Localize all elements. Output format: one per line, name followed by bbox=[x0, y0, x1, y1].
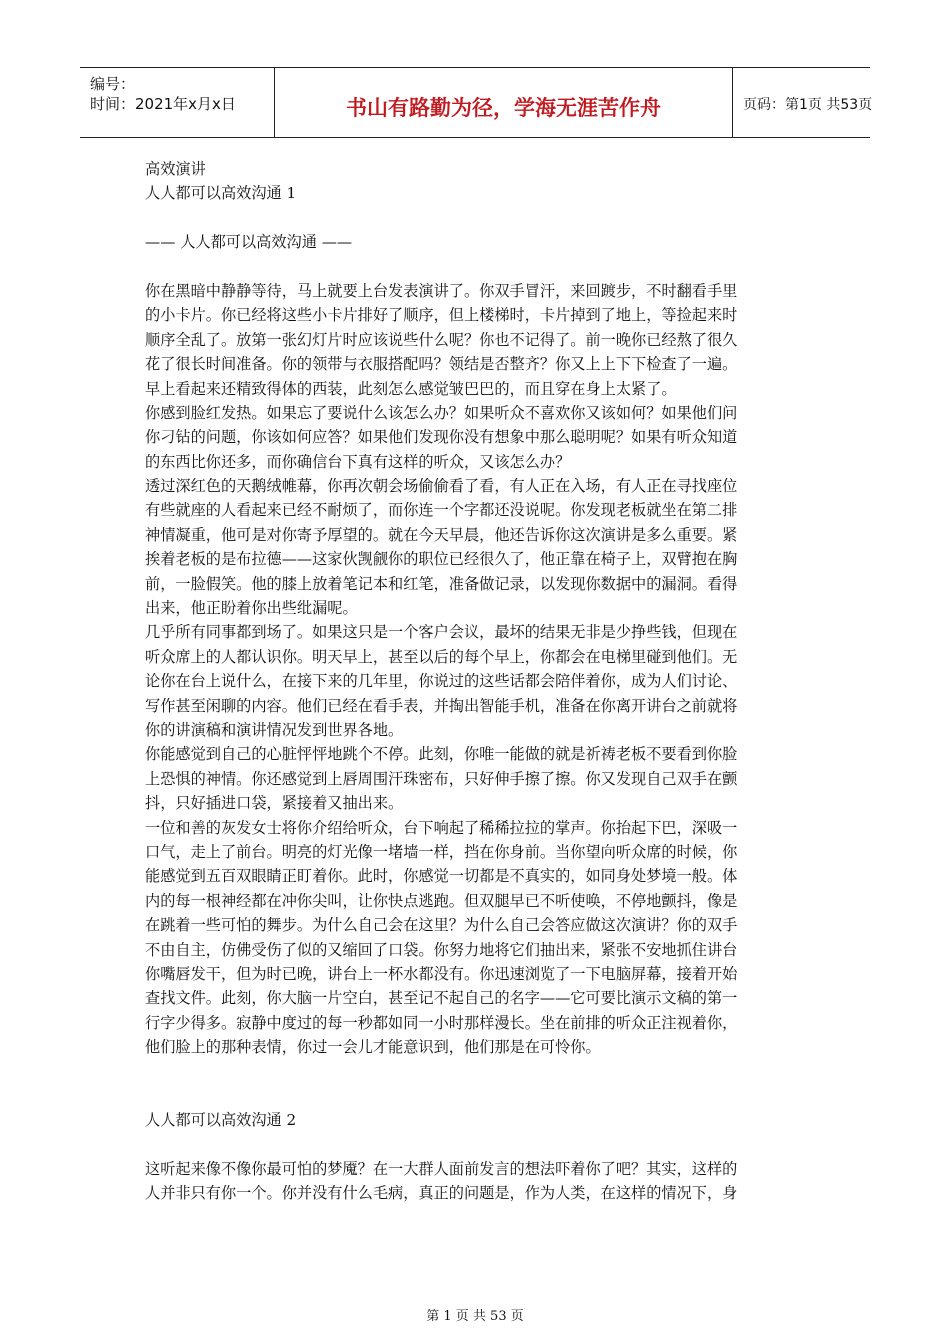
text-line: 透过深红色的天鹅绒帷幕，你再次朝会场偷偷看了看，有人正在入场，有人正在寻找座位 bbox=[145, 477, 738, 496]
text-line: 的东西比你还多，而你确信台下真有这样的听众，又该怎么办？ bbox=[145, 452, 571, 471]
paragraph bbox=[145, 279, 807, 401]
text-line: 前，一脸假笑。他的膝上放着笔记本和红笔，准备做记录，以发现你数据中的漏洞。看得 bbox=[145, 574, 738, 593]
section-subtitle: —— 人人都可以高效沟通 —— bbox=[145, 233, 353, 252]
text-line: 能感觉到五百双眼睛正盯着你。此时，你感觉一切都是不真实的，如同身处梦境一般。体 bbox=[145, 867, 738, 886]
paragraph bbox=[145, 816, 807, 1060]
paragraph bbox=[145, 474, 807, 620]
text-line: 出来，他正盼着你出些纰漏呢。 bbox=[145, 599, 358, 618]
text-line: 顺序全乱了。放第一张幻灯片时应该说些什么呢？你也不记得了。前一晚你已经熬了很久 bbox=[145, 330, 738, 349]
document-number-label: 编号： bbox=[90, 75, 136, 93]
document-title: 高效演讲 bbox=[145, 160, 206, 178]
text-line: 口气，走上了前台。明亮的灯光像一堵墙一样，挡在你身前。当你望向听众席的时候，你 bbox=[145, 842, 738, 861]
header-motto-cell bbox=[275, 68, 733, 137]
text-line: 你感到脸红发热。如果忘了要说什么该怎么办？如果听众不喜欢你又该如何？如果他们问 bbox=[145, 403, 738, 422]
text-line: 查找文件。此刻，你大脑一片空白，甚至记不起自己的名字——它可要比演示文稿的第一 bbox=[145, 989, 738, 1008]
text-line: 他们脸上的那种表情，你过一会儿才能意识到，他们那是在可怜你。 bbox=[145, 1038, 601, 1057]
document-body bbox=[145, 157, 807, 1206]
paragraph bbox=[145, 620, 807, 742]
header-motto: 书山有路勤为径，学海无涯苦作舟 bbox=[346, 96, 661, 120]
text-line: 挨着老板的是布拉德——这家伙觊觎你的职位已经很久了，他正靠在椅子上，双臂抱在胸 bbox=[145, 550, 738, 569]
text-line: 你的讲演稿和演讲情况发到世界各地。 bbox=[145, 720, 404, 739]
section-title: 人人都可以高效沟通 2 bbox=[145, 1111, 297, 1130]
text-line: 内的每一根神经都在冲你尖叫，让你快点逃跑。但双腿早已不听使唤，不停地颤抖，像是 bbox=[145, 891, 738, 910]
text-line: 一位和善的灰发女士将你介绍给听众，台下响起了稀稀拉拉的掌声。你抬起下巴，深吸一 bbox=[145, 818, 738, 837]
paragraph bbox=[145, 1157, 807, 1206]
text-line: 你在黑暗中静静等待，马上就要上台发表演讲了。你双手冒汗，来回踱步，不时翻看手里 bbox=[145, 281, 738, 300]
text-line: 神情凝重，他可是对你寄予厚望的。就在今天早晨，他还告诉你这次演讲是多么重要。紧 bbox=[145, 525, 738, 544]
document-date-label: 时间：2021年x月x日 bbox=[90, 95, 236, 113]
text-line: 听众席上的人都认识你。明天早上，甚至以后的每个早上，你都会在电梯里碰到他们。无 bbox=[145, 647, 738, 666]
text-line: 论你在台上说什么，在接下来的几年里，你说过的这些话都会陪伴着你，成为人们讨论、 bbox=[145, 672, 738, 691]
text-line: 你刁钻的问题，你该如何应答？如果他们发现你没有想象中那么聪明呢？如果有听众知道 bbox=[145, 428, 738, 447]
text-line: 不由自主，仿佛受伤了似的又缩回了口袋。你努力地将它们抽出来，紧张不安地抓住讲台 bbox=[145, 940, 738, 959]
text-line: 你嘴唇发干，但为时已晚，讲台上一杯水都没有。你迅速浏览了一下电脑屏幕，接着开始 bbox=[145, 964, 738, 983]
text-line: 上恐惧的神情。你还感觉到上唇周围汗珠密布，只好伸手擦了擦。你又发现自己双手在颤 bbox=[145, 769, 738, 788]
text-line: 行字少得多。寂静中度过的每一秒都如同一小时那样漫长。坐在前排的听众正注视着你， bbox=[145, 1013, 738, 1032]
text-line: 花了很长时间准备。你的领带与衣服搭配吗？领结是否整齐？你又上上下下检查了一遍。 bbox=[145, 355, 738, 374]
text-line: 早上看起来还精致得体的西装，此刻怎么感觉皱巴巴的，而且穿在身上太紧了。 bbox=[145, 379, 677, 398]
text-line: 抖，只好插进口袋，紧接着又抽出来。 bbox=[145, 794, 404, 813]
document-header bbox=[80, 67, 873, 138]
section-title: 人人都可以高效沟通 1 bbox=[145, 184, 297, 203]
text-line: 几乎所有同事都到场了。如果这只是一个客户会议，最坏的结果无非是少挣些钱，但现在 bbox=[145, 623, 738, 642]
text-line: 的小卡片。你已经将这些小卡片排好了顺序，但上楼梯时，卡片掉到了地上，等捡起来时 bbox=[145, 306, 738, 325]
header-page-cell bbox=[733, 68, 873, 137]
text-line: 在跳着一些可怕的舞步。为什么自己会在这里？为什么自己会答应做这次演讲？你的双手 bbox=[145, 916, 738, 935]
page-footer: 第 1 页 共 53 页 bbox=[426, 1309, 524, 1324]
paragraph bbox=[145, 742, 807, 815]
text-line: 你能感觉到自己的心脏怦怦地跳个不停。此刻，你唯一能做的就是祈祷老板不要看到你脸 bbox=[145, 745, 738, 764]
header-info-cell bbox=[80, 68, 275, 137]
text-line: 写作甚至闲聊的内容。他们已经在看手表，并掏出智能手机，准备在你离开讲台之前就将 bbox=[145, 696, 738, 715]
text-line: 人并非只有你一个。你并没有什么毛病，真正的问题是，作为人类，在这样的情况下，身 bbox=[145, 1184, 738, 1203]
text-line: 这听起来像不像你最可怕的梦魇？在一大群人面前发言的想法吓着你了吧？其实，这样的 bbox=[145, 1160, 738, 1179]
paragraph bbox=[145, 401, 807, 474]
header-page-info: 页码：第1页 共53页 bbox=[743, 97, 873, 113]
text-line: 有些就座的人看起来已经不耐烦了，而你连一个字都还没说呢。你发现老板就坐在第二排 bbox=[145, 501, 738, 520]
